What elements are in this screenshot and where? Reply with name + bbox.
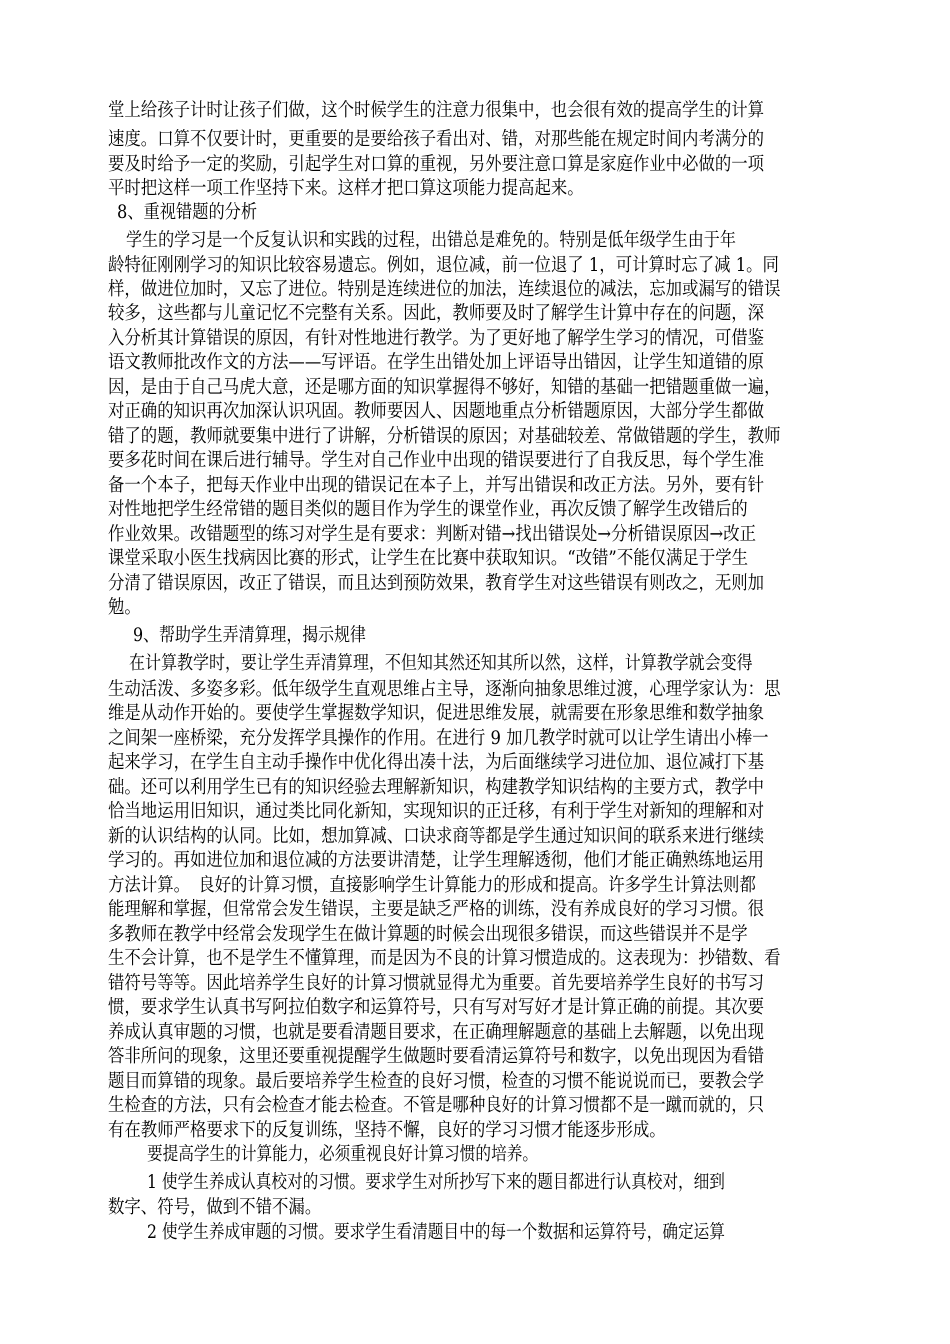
text-line: 础。还可以利用学生已有的知识经验去理解新知识，构建教学知识结构的主要方式，教学中 [108,777,765,798]
text-line: 恰当地运用旧知识，通过类比同化新知，实现知识的正迁移，有利于学生对新知的理解和对 [108,801,765,822]
text-line: 勉。 [108,597,141,618]
text-line: 要多花时间在课后进行辅导。学生对自己作业中出现的错误要进行了自我反思，每个学生准 [108,450,765,471]
text-line: 能理解和掌握，但常常会发生错误，主要是缺乏严格的训练，没有养成良好的学习习惯。很 [108,899,765,920]
text-line: 生不会计算，也不是学生不懂算理，而是因为不良的计算习惯造成的。这表现为：抄错数、看 [108,948,781,969]
text-line: 分清了错误原因，改正了错误，而且达到预防效果，教育学生对这些错误有则改之，无则加 [108,573,765,594]
text-line: 对正确的知识再次加深认识巩固。教师要因人、因题地重点分析错题原因，大部分学生都做 [108,401,765,422]
text-line: 学生的学习是一个反复认识和实践的过程，出错总是难免的。特别是低年级学生由于年 [126,230,736,251]
text-line: 2 使学生养成审题的习惯。要求学生看清题目中的每一个数据和运算符号，确定运算 [147,1222,725,1243]
text-line: 惯，要求学生认真书写阿拉伯数字和运算符号，只有写对写好才是计算正确的前提。其次要 [108,997,765,1018]
text-line: 堂上给孩子计时让孩子们做，这个时候学生的注意力很集中，也会很有效的提高学生的计算 [108,100,765,121]
text-line: 在计算教学时，要让学生弄清算理，不但知其然还知其所以然，这样，计算教学就会变得 [129,653,753,674]
text-line: 1 使学生养成认真校对的习惯。要求学生对所抄写下来的题目都进行认真校对，细到 [147,1172,725,1193]
text-line: 对性地把学生经常错的题目类似的题目作为学生的课堂作业，再次反馈了解学生改错后的 [108,499,748,520]
text-line: 答非所问的现象，这里还要重视提醒学生做题时要看清运算符号和数字，以免出现因为看错 [108,1046,765,1067]
section-heading: 9、帮助学生弄清算理，揭示规律 [133,625,366,646]
text-line: 生检查的方法，只有会检查才能去检查。不管是哪种良好的计算习惯都不是一蹴而就的，只 [108,1095,765,1116]
text-line: 龄特征刚刚学习的知识比较容易遗忘。例如，退位减，前一位退了 1，可计算时忘了减 1。同 [108,255,779,276]
section-heading: 8、重视错题的分析 [117,202,258,223]
text-line: 之间架一座桥梁，充分发挥学具操作的作用。在进行 9 加几教学时就可以让学生请出小棒一 [108,728,769,749]
text-line: 生动活泼、多姿多彩。低年级学生直观思维占主导，逐渐向抽象思维过渡，心理学家认为：思 [108,679,781,700]
text-line: 方法计算。 良好的计算习惯，直接影响学生计算能力的形成和提高。许多学生计算法则都 [108,875,756,896]
text-line: 因，是由于自己马虎大意，还是哪方面的知识掌握得不够好，知错的基础一把错题重做一遍， [108,377,781,398]
text-line: 样，做进位加时，又忘了进位。特别是连续进位的加法，连续退位的减法，忘加或漏写的错误 [108,279,781,300]
text-line: 速度。口算不仅要计时，更重要的是要给孩子看出对、错，对那些能在规定时间内考满分的 [108,129,765,150]
text-line: 入分析其计算错误的原因，有针对性地进行教学。为了更好地了解学生学习的情况，可借鉴 [108,328,765,349]
text-line: 较多，这些都与儿童记忆不完整有关系。因此，教师要及时了解学生计算中存在的问题，深 [108,303,765,324]
text-line: 语文教师批改作文的方法——写评语。在学生出错处加上评语导出错因，让学生知道错的原 [108,352,765,373]
text-line: 数字、符号，做到不错不漏。 [108,1197,322,1218]
text-line: 养成认真审题的习惯，也就是要看清题目要求，在正确理解题意的基础上去解题，以免出现 [108,1022,765,1043]
text-line: 题目而算错的现象。最后要培养学生检查的良好习惯，检查的习惯不能说说而已，要教会学 [108,1071,765,1092]
text-line: 学习的。再如进位加和退位减的方法要讲清楚，让学生理解透彻，他们才能正确熟练地运用 [108,850,765,871]
text-line: 作业效果。改错题型的练习对学生是有要求：判断对错→找出错误处→分析错误原因→改正 [108,524,757,545]
text-line: 新的认识结构的认同。比如，想加算减、口诀求商等都是学生通过知识间的联系来进行继续 [108,826,765,847]
text-line: 错了的题，教师就要集中进行了讲解，分析错误的原因；对基础较差、常做错题的学生，教师 [108,426,781,447]
text-line: 多教师在教学中经常会发现学生在做计算题的时候会出现很多错误，而这些错误并不是学 [108,924,748,945]
text-line: 要提高学生的计算能力，必须重视良好计算习惯的培养。 [147,1144,538,1165]
text-line: 有在教师严格要求下的反复训练，坚持不懈，良好的学习习惯才能逐步形成。 [108,1120,666,1141]
text-line: 起来学习，在学生自主动手操作中优化得出凑十法，为后面继续学习进位加、退位减打下基 [108,752,765,773]
text-line: 课堂采取小医生找病因比赛的形式，让学生在比赛中获取知识。“改错”不能仅满足于学生 [108,548,749,569]
text-line: 错符号等等。因此培养学生良好的计算习惯就显得尤为重要。首先要培养学生良好的书写习 [108,973,765,994]
text-line: 要及时给予一定的奖励，引起学生对口算的重视，另外要注意口算是家庭作业中必做的一项 [108,154,765,175]
text-line: 维是从动作开始的。要使学生掌握数学知识，促进思维发展，就需要在形象思维和数学抽象 [108,703,765,724]
text-line: 备一个本子，把每天作业中出现的错误记在本子上，并写出错误和改正方法。另外，要有针 [108,475,765,496]
text-line: 平时把这样一项工作坚持下来。这样才把口算这项能力提高起来。 [108,178,584,199]
